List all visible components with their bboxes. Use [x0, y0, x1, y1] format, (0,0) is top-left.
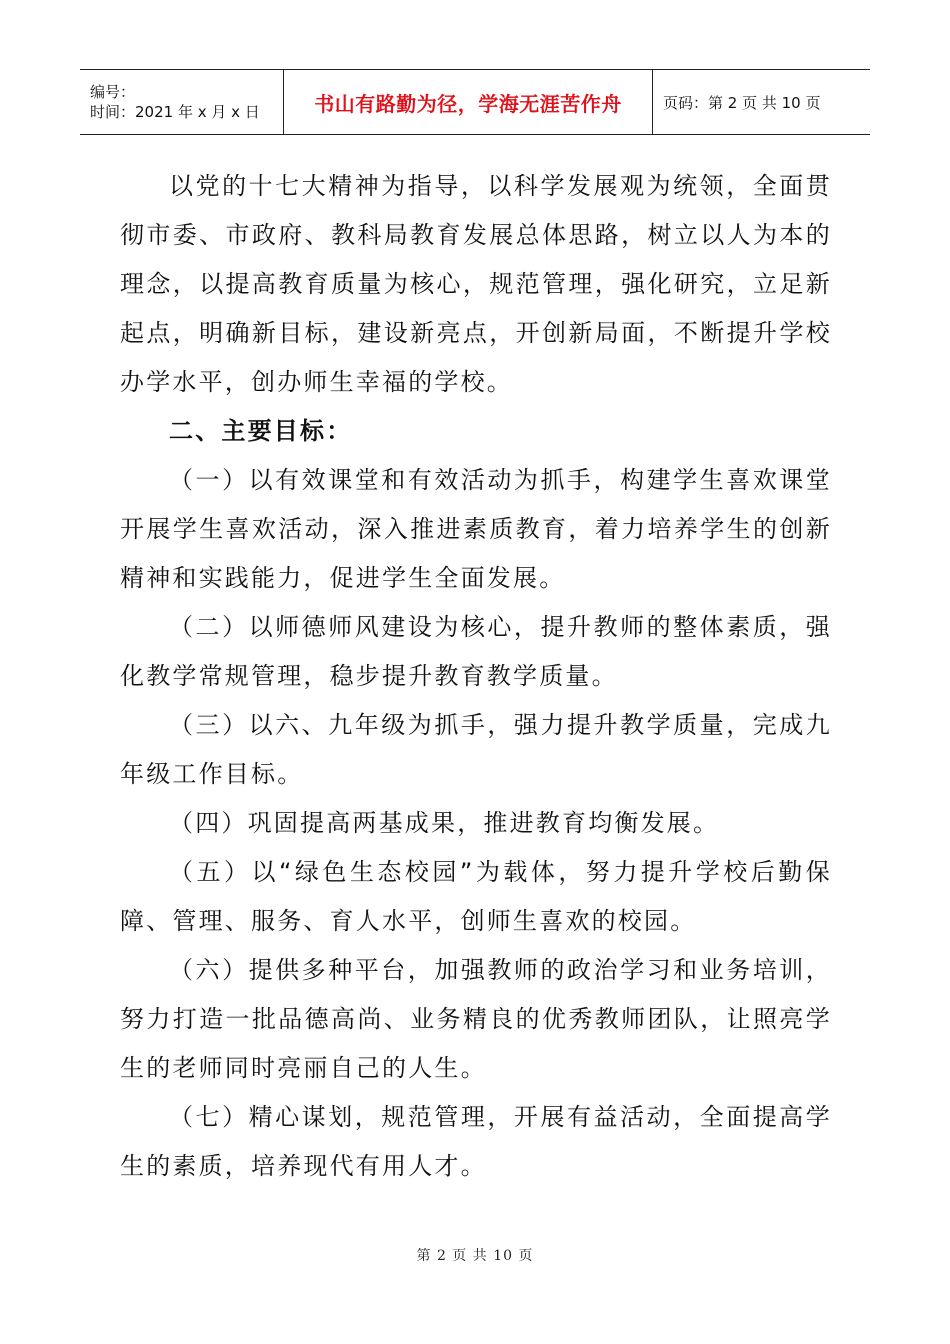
- paragraph-guiding-principle: 以党的十七大精神为指导，以科学发展观为统领，全面贯彻市委、市政府、教科局教育发展总体思路，树立以人为本的理念，以提高教育质量为核心，规范管理，强化研究，立足新起点，明确新目标，建设新亮点，开创新局面，不断提升学校办学水平，创办师生幸福的学校。: [120, 172, 832, 396]
- header-meta: [80, 70, 283, 134]
- section-heading-main-goals: 二、主要目标：: [169, 417, 353, 445]
- time-label: 时间：2021 年 x 月 x 日: [90, 103, 260, 121]
- page-footer: 第 2 页 共 10 页: [416, 1248, 534, 1264]
- number-label: 编号：: [90, 83, 136, 101]
- header-motto-cell: [283, 70, 653, 134]
- document-header: [80, 69, 870, 135]
- motto-text: 书山有路勤为径，学海无涯苦作舟: [314, 91, 622, 116]
- goal-item-2: （二）以师德师风建设为核心，提升教师的整体素质，强化教学常规管理，稳步提升教育教学质量。: [120, 613, 832, 690]
- goal-item-6: （六）提供多种平台，加强教师的政治学习和业务培训，努力打造一批品德高尚、业务精良的优秀教师团队，让照亮学生的老师同时亮丽自己的人生。: [120, 956, 832, 1082]
- goal-item-5: （五）以“绿色生态校园”为载体，努力提升学校后勤保障、管理、服务、育人水平，创师生喜欢的校园。: [120, 858, 832, 935]
- goal-item-3: （三）以六、九年级为抓手，强力提升教学质量，完成九年级工作目标。: [120, 711, 832, 788]
- page-info-text: 页码：第 2 页 共 10 页: [663, 93, 821, 112]
- goal-item-7: （七）精心谋划，规范管理，开展有益活动，全面提高学生的素质，培养现代有用人才。: [120, 1103, 832, 1180]
- document-body: [120, 162, 832, 1191]
- header-page-info: [653, 70, 870, 134]
- goal-item-4: （四）巩固提高两基成果，推进教育均衡发展。: [169, 809, 720, 837]
- goal-item-1: （一）以有效课堂和有效活动为抓手，构建学生喜欢课堂开展学生喜欢活动，深入推进素质教育，着力培养学生的创新精神和实践能力，促进学生全面发展。: [120, 466, 832, 592]
